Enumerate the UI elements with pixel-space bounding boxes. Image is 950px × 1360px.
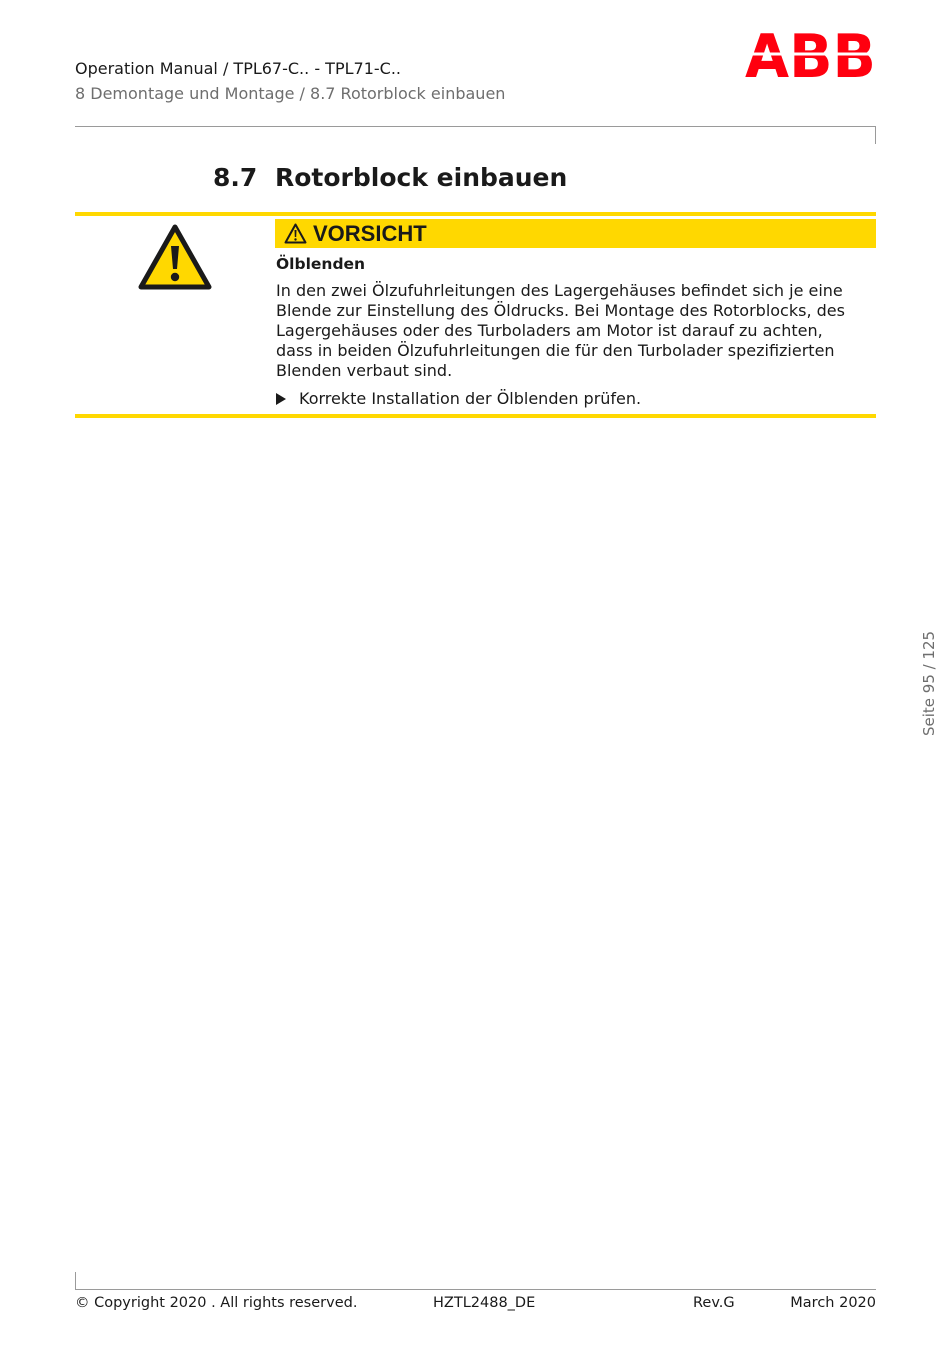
footer-doc-id: HZTL2488_DE bbox=[433, 1295, 536, 1311]
hazard-description bbox=[276, 281, 876, 381]
action-text: Korrekte Installation der Ölblenden prüfen. bbox=[299, 389, 642, 408]
notice-bottom-rule bbox=[75, 414, 876, 418]
notice-top-rule bbox=[75, 212, 876, 216]
hazard-text-line: dass in beiden Ölzufuhrleitungen die für den Turbolader spezifizierten bbox=[276, 341, 835, 360]
section-title: Rotorblock einbauen bbox=[275, 163, 568, 192]
footer-copyright: © Copyright 2020 . All rights reserved. bbox=[75, 1295, 358, 1311]
document-title: Operation Manual / TPL67-C.. - TPL71-C.. bbox=[75, 59, 401, 78]
signal-word: VORSICHT bbox=[313, 221, 427, 246]
breadcrumb: 8 Demontage und Montage / 8.7 Rotorblock einbauen bbox=[75, 84, 506, 103]
hazard-title: Ölblenden bbox=[276, 255, 366, 273]
abb-logo bbox=[745, 29, 876, 79]
footer-corner-mark bbox=[75, 1272, 76, 1290]
hazard-text-line: Lagergehäuses oder des Turboladers am Motor ist darauf zu achten, bbox=[276, 321, 823, 340]
side-page-number: Seite 95 / 125 bbox=[920, 630, 938, 736]
hazard-text-line: Blenden verbaut sind. bbox=[276, 361, 453, 380]
section-number: 8.7 bbox=[213, 163, 258, 192]
warning-triangle-icon bbox=[138, 224, 212, 290]
action-item bbox=[276, 389, 641, 408]
signal-word-bar bbox=[275, 219, 876, 248]
footer-date: March 2020 bbox=[790, 1295, 876, 1311]
hazard-text-line: Blende zur Einstellung des Öldrucks. Bei Montage des Rotorblocks, des bbox=[276, 301, 845, 320]
section-heading bbox=[213, 163, 567, 192]
hazard-text-line: In den zwei Ölzufuhrleitungen des Lagergehäuses befindet sich je eine bbox=[276, 281, 843, 300]
action-arrow-icon bbox=[276, 393, 286, 405]
footer-divider bbox=[75, 1289, 876, 1290]
header-corner-mark bbox=[875, 126, 876, 144]
footer-revision: Rev.G bbox=[693, 1295, 735, 1311]
header-divider bbox=[75, 126, 876, 127]
caution-small-icon bbox=[284, 223, 307, 244]
